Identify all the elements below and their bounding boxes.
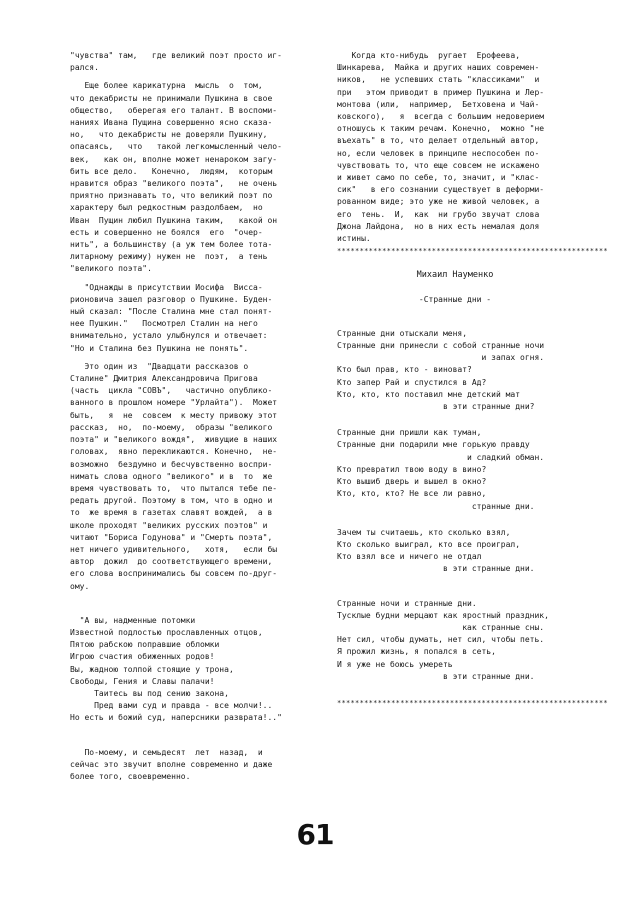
stalin-anecdote: "Однажды в присутствии Иосифа Висса- рионовича зашел разговор о Пушкине. Буден- ный сказал: "После Сталина мне стал понят- нее Пушкин." Посмотрел Сталин на него внимательно, устало улыбнулся и отвечает: "Но и Сталина без Пушкина не понять". — [70, 282, 273, 353]
left-column — [70, 50, 310, 783]
article-paragraph: "чувства" там, где великий поэт просто иг- рался. — [70, 51, 282, 73]
article-paragraph: По-моему, и семьдесят лет назад, и сейчас это звучит вполне современно и даже более того, своевременно. — [70, 747, 273, 781]
separator-stars: ************************************************************ — [337, 247, 608, 256]
poem-stanza: Странные дни пришли как туман, Странные дни подарили мне горькую правду и сладкий обман. Кто превратил твою воду в вино? Кто вышиб дверь и вышел в окно? Кто, кто, кто? Не все ли равно, странные дни. — [337, 428, 545, 511]
poem-stanza: Странные ночи и странные дни. Тусклые будни мерцают как яростный праздник, как странные сны. Нет сил, чтобы думать, нет сил, чтобы петь. Я прожил жизнь, я попался в сеть, И я уже не боюсь умереть в эти странные дни. — [337, 598, 549, 681]
article-paragraph: Это один из "Двадцати рассказов о Сталине" Дмитрия Александровича Пригова (часть цикла "СОВЪ", частично опублико- ванного в прошлом номере "Урлайта"). Может быть, я не совсем к месту привожу этот рассказ, но, по-моему, образы "великого поэта" и "великого вождя", живущие в наших головах, явно перекликаются. Конечно, не- возможно бездумно и бесчувственно воспри- нимать слова одного "великого" и в то же время чувствовать то, что пытался тебе пе- редать другой. Поэтому в том, что в одно и то же время в газетах славят вождей, а в школе проходят "великих русских поэтов" и читают "Бориса Годунова" и "Смерть поэта", нет ничего удивительного, хотя, если бы автор дожил до соответствующего времени, его слова воспринимались бы совсем по-друг- ому. — [70, 361, 278, 591]
article-paragraph: Когда кто-нибудь ругает Ерофеева, Шинкарева, Майка и других наших современ- ников, не успевших стать "классиками" и при этом приводит в пример Пушкина и Лер- монтова (или, например, Бетховена и Чай- ковского), я всегда с большим недоверием отношусь к таким речам. Конечно, можно "не въехать" в то, что делает отдельный автор, но, если человек в принципе неспособен по- чувствовать то, что еще совсем не искажено и живет само по себе, то, значит, и "клас- сик" в его сознании существует в деформи- рованном виде; это уже не живой человек, а его тень. И, как ни грубо звучат слова Джона Лайдона, но в них есть немалая доля истины. — [337, 51, 545, 244]
right-column — [337, 50, 608, 709]
separator-stars: ************************************************************ — [337, 698, 608, 707]
page-number: 61 — [296, 818, 334, 851]
poem-title: -Странные дни - — [418, 294, 492, 304]
poem-stanza: Странные дни отыскали меня, Странные дни принесли с собой странные ночи и запах огня. Кто был прав, кто - виноват? Кто запер Рай и спустился в Ад? Кто, кто, кто поставил мне детский мат в эти странные дни? — [337, 328, 545, 412]
poem-author: Михаил Науменко — [416, 270, 494, 281]
poem-stanza: Зачем ты считаешь, кто сколько взял, Кто сколько выиграл, кто все проиграл, Кто взял все и ничего не отдал в эти странные дни. — [337, 527, 535, 574]
article-paragraph: Еще более карикатурна мысль о том, что декабристы не принимали Пушкина в свое общество, оберегая его талант. В воспоми- наниях Ивана Пущина совершенно ясно сказа- но, что декабристы не доверяли Пушкину, опасаясь, что такой легкомысленный чело- век, как он, вполне может ненароком загу- бить все дело. Конечно, людям, которым нравится образ "великого поэта", не очень приятно признавать то, что великий поэт по характеру был редкостным раздолбаем, но Иван Пущин любил Пушкина таким, какой он есть и совершенно не боялся его "очер- нить", а большинству (а уж тем более тота- литарному режиму) нужен не поэт, а тень "великого поэта". — [70, 81, 282, 274]
lermontov-quote: "А вы, надменные потомки Известной подлостью прославленных отцов, Пятою рабскою поправшие обломки Игрою счастия обиженных родов! Вы, жадною толпой стоящие у трона, Свободы, Гения и Славы палачи! Таитесь вы под сению закона, Пред вами суд и правда - все молчи!.. Но есть и божий суд, наперсники разврата!.." — [70, 615, 282, 723]
